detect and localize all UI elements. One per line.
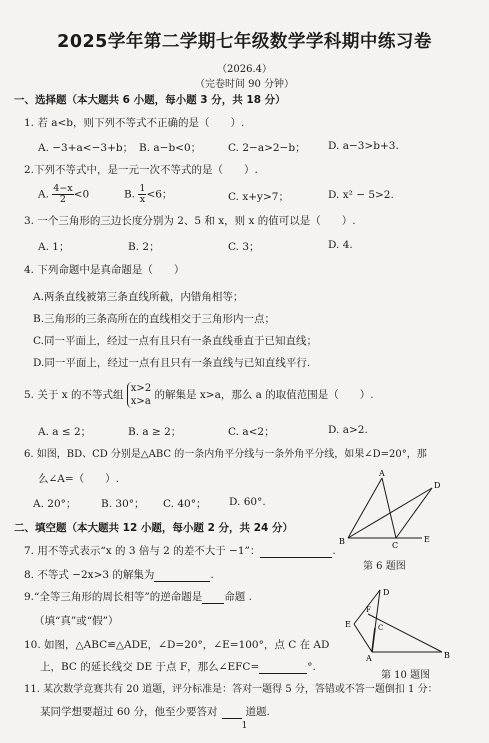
q4-option-d: D.同一平面上，经过一点有且只有一条直线与已知直线平行. [33,357,311,369]
q2-b-numerator: 1 [139,183,146,194]
q10-text: 上，BC 的延长线交 DE 于点 F，那么∠EFC= [40,661,260,673]
figure-6-caption: 第 6 题图 [363,561,406,572]
q4-option-b: B.三角形的三条高所在的直线相交于三角形内一点； [33,313,276,325]
q2-stem: 2.下列不等式中，是一元一次不等式的是（ ）. [24,164,258,176]
figure-10-caption: 第 10 题图 [381,670,431,681]
q3-option-a: A. 1； [38,241,70,253]
q9-stem [24,590,252,604]
q5-inequality-system [127,382,151,408]
q2-option-d: D. x² − 5>2. [328,189,394,201]
q11-stem-line-1: 11. 某次数学竞赛共有 20 道题，评分标准是：答对一题得 5 分，答错或不答一题倒扣 1 分： [24,684,438,695]
fig10-line-ac [372,628,375,652]
q10-answer-blank[interactable] [259,662,307,674]
fig10-label-c: C [378,624,384,632]
fig6-label-c: C [392,541,399,550]
q9-answer-blank[interactable] [202,592,224,604]
fig6-label-e: E [424,535,430,544]
q2-b-prefix: B. [124,188,136,201]
exam-time-note: （完卷时间 90 分钟） [194,79,295,90]
fig6-label-a: A [379,470,385,478]
q1-option-d: D. a−3>b+3. [328,140,399,152]
fig10-label-a: A [366,654,372,662]
section1-heading: 一、选择题（本大题共 6 小题，每小题 3 分，共 18 分） [14,94,286,106]
section2-heading: 二、填空题（本大题共 12 小题，每小题 2 分，共 24 分） [14,522,293,534]
q2-option-a [38,184,89,205]
exam-title: 2025学年第二学期七年级数学学科期中练习卷 [57,32,432,52]
q5-system-line-2: x>a [130,396,151,407]
q3-option-b: B. 2； [128,241,160,253]
q8-answer-blank[interactable] [154,570,210,582]
q8-text: 8. 不等式 −2x>3 的解集为 [24,569,155,581]
q2-b-suffix: <6； [146,188,173,201]
q5-stem-before: 5. 关于 x 的不等式组 [24,389,124,401]
fig6-label-b: B [339,537,345,546]
fig6-line-ab [348,478,382,538]
q5-stem [24,381,374,409]
fig6-line-ac [382,478,396,538]
q7-answer-blank[interactable] [260,546,332,558]
figure-6-diagram [336,470,446,550]
q2-a-prefix: A. [38,188,49,201]
q6-option-b: B. 30°； [101,498,145,510]
q3-stem: 3. 一个三角形的三边长度分别为 2、5 和 x，则 x 的值可以是（ ）. [24,215,356,227]
q9-text-end: 命题 . [224,591,252,603]
q1-option-b: B. a−b<0； [139,142,202,154]
q10-stem-line-2 [40,660,316,674]
q6-stem-line-2: 么∠A=（ ）. [38,473,120,485]
q5-option-b: B. a ≥ 2； [128,426,182,438]
exam-date: （2026.4） [217,64,272,75]
q7-text: 7. 用不等式表示“x 的 3 倍与 2 的差不大于 −1”： [24,545,261,557]
fig6-line-cd [396,488,432,538]
fig10-line-ea [354,624,372,652]
q9-note: （填“真”或“假”） [34,615,119,627]
q2-b-denominator: x [139,194,146,205]
figure-10-diagram [344,586,452,662]
q5-option-c: C. a<2； [228,426,275,438]
q1-stem: 1. 若 a<b，则下列不等式不正确的是（ ）. [24,117,245,129]
q2-option-c: C. x+y>7； [228,191,289,203]
q5-option-d: D. a>2. [328,424,368,436]
q11-stem-line-2 [40,705,270,719]
fig10-label-b: B [444,651,450,660]
q2-a-denominator: 2 [59,194,66,205]
fig10-label-d: D [383,588,390,597]
q4-stem: 4. 下列命题中是真命题是（ ） [24,264,185,276]
q5-option-a: A. a ≤ 2； [38,426,92,438]
q6-option-c: C. 40°； [163,498,207,510]
q2-option-b [124,184,172,205]
q4-option-c: C.同一平面上，经过一点有且只有一条直线垂直于已知直线； [33,335,317,347]
q10-degree: °. [307,661,316,673]
q2-a-suffix: <0 [73,188,90,201]
q7-stem: 7. 用不等式表示“x 的 3 倍与 2 的差不大于 −1”： . [24,545,336,557]
fig6-line-bd [348,488,432,538]
fig6-label-d: D [434,481,441,490]
q2-a-fraction [52,184,73,205]
q11-text: 某同学想要超过 60 分，他至少要答对 [40,706,218,718]
fig10-label-e: E [345,620,351,629]
q5-stem-after: 的解集是 x>a，那么 a 的取值范围是（ ）. [154,389,374,401]
q6-stem-line-1: 6. 如图，BD、CD 分别是△ABC 的一条内角平分线与一条外角平分线，如果∠D=20°，那 [24,449,427,460]
q1-option-a: A. −3+a<−3+b； [38,142,134,154]
q8-stem: 8. 不等式 −2x>3 的解集为 . [24,569,214,581]
q9-text: 9.“全等三角形的周长相等”的逆命题是 [24,591,203,603]
q10-stem-line-1: 10. 如图，△ABC≌△ADE，∠D=20°，∠E=100°，点 C 在 AD [24,639,330,651]
q4-option-a: A.两条直线被第三条直线所截，内错角相等； [33,291,244,303]
q11-answer-blank[interactable] [222,707,242,719]
q2-a-numerator: 4−x [53,183,73,194]
q1-option-c: C. 2−a>2−b； [228,142,306,154]
q3-option-d: D. 4. [328,239,353,251]
fig10-label-f: F [366,606,371,614]
q5-system-line-1: x>2 [130,383,152,394]
q6-option-a: A. 20°； [33,498,77,510]
page-number: 1 [241,721,248,731]
q11-text-end: 道题. [245,706,270,718]
fig10-line-bf [368,614,442,652]
q6-option-d: D. 60°. [229,496,266,508]
q3-option-c: C. 3； [228,241,260,253]
